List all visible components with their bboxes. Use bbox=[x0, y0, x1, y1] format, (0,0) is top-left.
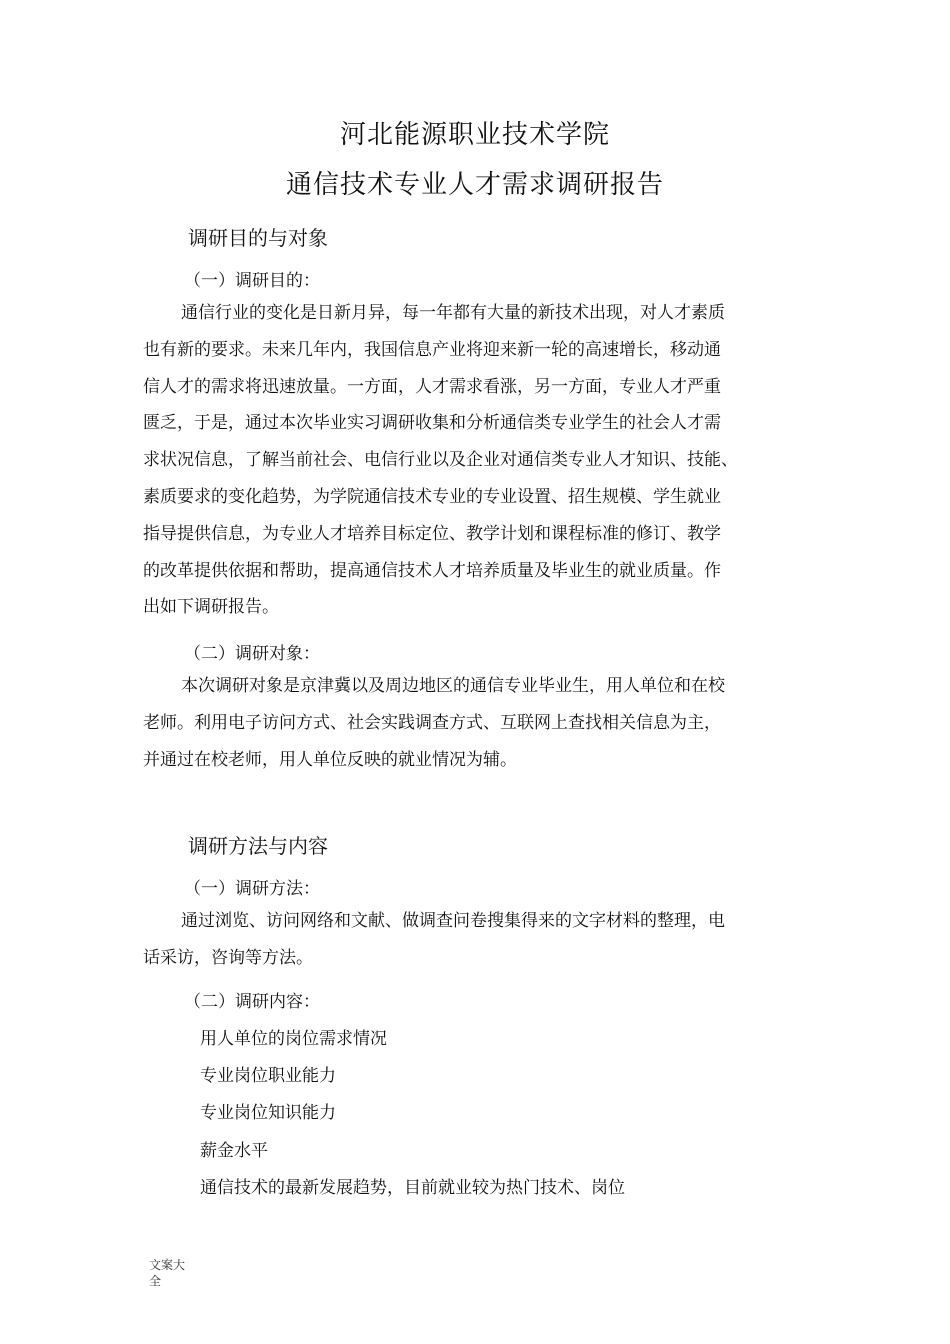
paragraph-line: 也有新的要求。未来几年内，我国信息产业将迎来新一轮的高速增长，移动通 bbox=[143, 339, 721, 360]
content-list-item: 用人单位的岗位需求情况 bbox=[200, 1029, 387, 1049]
content-list-item: 薪金水平 bbox=[200, 1141, 268, 1161]
paragraph-line: 信人才的需求将迅速放量。一方面，人才需求看涨，另一方面，专业人才严重 bbox=[143, 376, 721, 397]
section1-sub2-heading: （二）调研对象： bbox=[184, 644, 320, 664]
paragraph-line: 本次调研对象是京津冀以及周边地区的通信专业毕业生，用人单位和在校 bbox=[181, 676, 725, 696]
content-list-item: 通信技术的最新发展趋势，目前就业较为热门技术、岗位 bbox=[200, 1178, 625, 1198]
paragraph-line: 通过浏览、访问网络和文献、做调查问卷搜集得来的文字材料的整理，电 bbox=[181, 911, 725, 931]
section2-sub1-heading: （一）调研方法： bbox=[184, 879, 320, 899]
section2-methods-paragraph bbox=[143, 903, 803, 977]
page-footer-text: 文案大全 bbox=[149, 1258, 186, 1288]
section2-heading: 调研方法与内容 bbox=[188, 834, 328, 858]
content-list-item: 专业岗位职业能力 bbox=[200, 1066, 336, 1086]
document-title-line2: 通信技术专业人才需求调研报告 bbox=[285, 170, 664, 200]
paragraph-line: 素质要求的变化趋势，为学院通信技术专业的专业设置、招生规模、学生就业 bbox=[143, 486, 721, 507]
section1-purpose-paragraph bbox=[143, 295, 803, 626]
content-list-item: 专业岗位知识能力 bbox=[200, 1103, 336, 1123]
paragraph-line: 求状况信息，了解当前社会、电信行业以及企业对通信类专业人才知识、技能、 bbox=[143, 450, 738, 471]
paragraph-line: 的改革提供依据和帮助，提高通信技术人才培养质量及毕业生的就业质量。作 bbox=[143, 560, 721, 581]
paragraph-line: 通信行业的变化是日新月异，每一年都有大量的新技术出现，对人才素质 bbox=[181, 303, 725, 323]
section2-sub2-heading: （二）调研内容： bbox=[184, 992, 320, 1012]
section1-sub1-heading: （一）调研目的： bbox=[184, 271, 320, 291]
paragraph-line: 出如下调研报告。 bbox=[143, 597, 279, 618]
section1-heading: 调研目的与对象 bbox=[188, 226, 328, 250]
paragraph-line: 并通过在校老师，用人单位反映的就业情况为辅。 bbox=[143, 749, 517, 770]
paragraph-line: 匮乏，于是，通过本次毕业实习调研收集和分析通信类专业学生的社会人才需 bbox=[143, 413, 721, 434]
document-title-line1: 河北能源职业技术学院 bbox=[339, 120, 610, 150]
paragraph-line: 老师。利用电子访问方式、社会实践调查方式、互联网上查找相关信息为主， bbox=[143, 712, 721, 733]
section1-subjects-paragraph bbox=[143, 668, 803, 778]
paragraph-line: 指导提供信息，为专业人才培养目标定位、教学计划和课程标准的修订、教学 bbox=[143, 523, 721, 544]
paragraph-line: 话采访，咨询等方法。 bbox=[143, 947, 313, 968]
